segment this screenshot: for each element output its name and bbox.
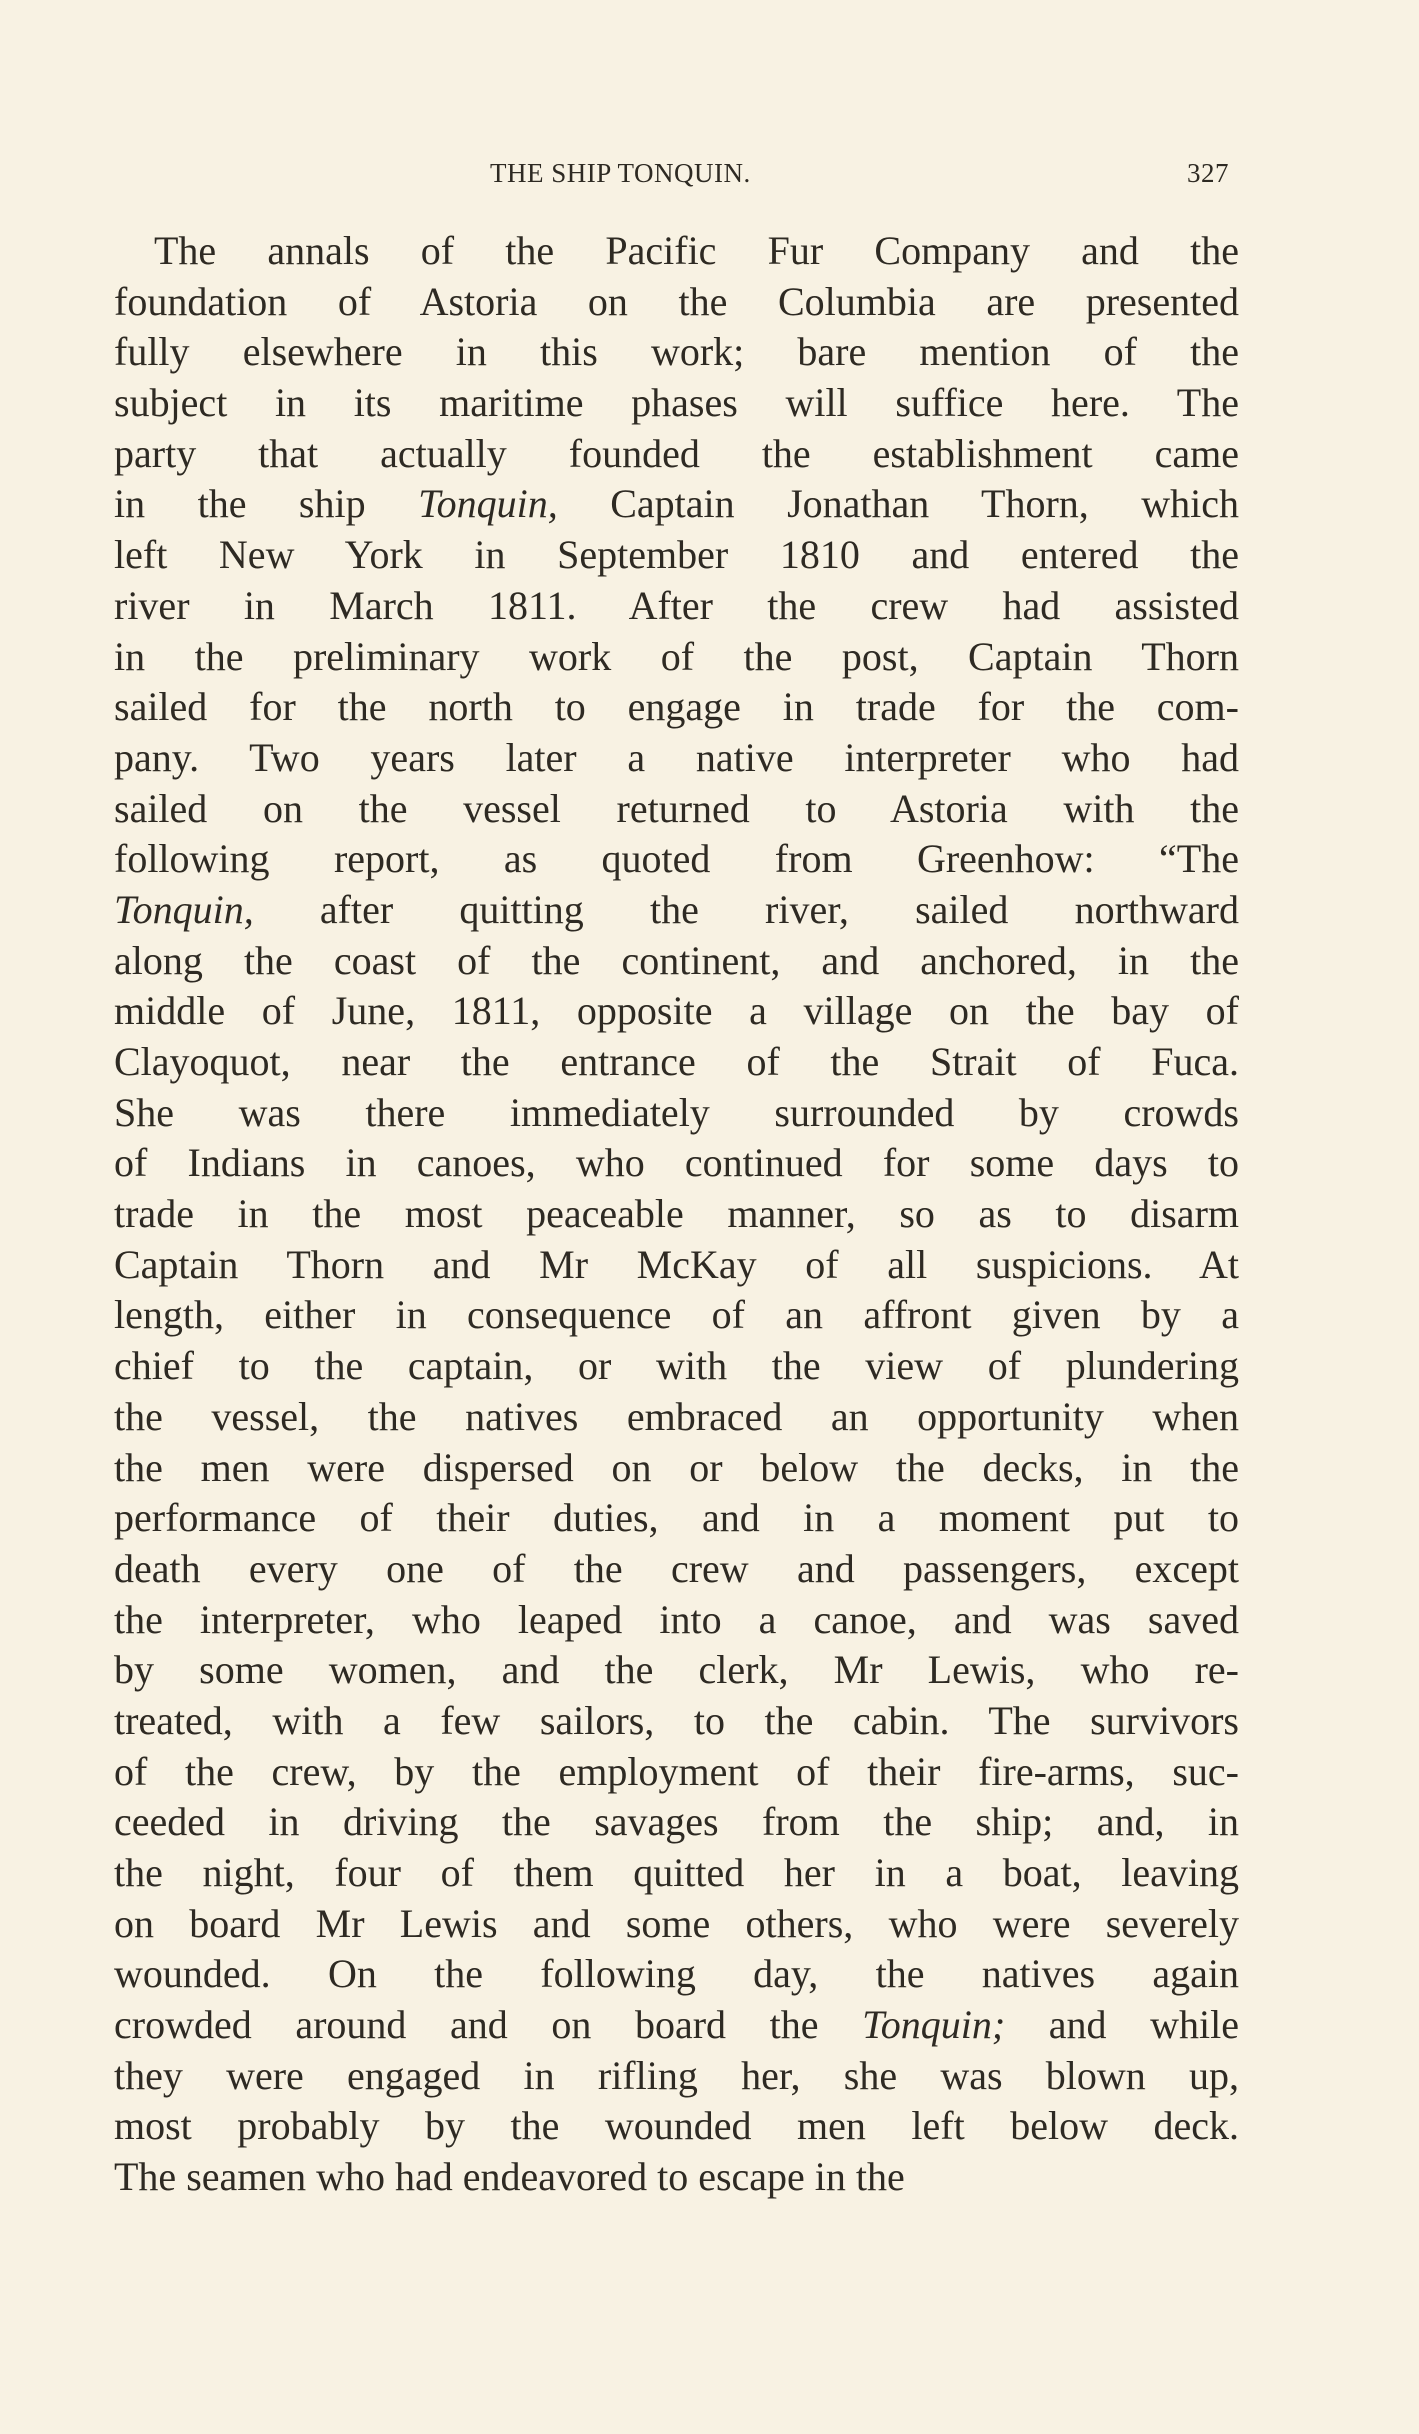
text-line [114,1696,1239,1747]
text-segment: sailed for the north to engage in trade for the com- [114,684,1239,730]
text-segment: Captain Jonathan Thorn, which [557,481,1239,527]
text-line [114,277,1239,328]
text-segment: death every one of the crew and passengers, except [114,1545,1239,1591]
text-segment: treated, with a few sailors, to the cabin. The survivors [114,1697,1239,1743]
text-segment: after quitting the river, sailed northward [253,886,1239,932]
text-segment: chief to the captain, or with the view of plundering [114,1343,1239,1389]
text-line [114,2051,1239,2102]
running-title: THE SHIP TONQUIN. [490,158,751,188]
text-line [114,682,1239,733]
text-line [114,1037,1239,1088]
text-line [114,429,1239,480]
text-line [114,2000,1239,2051]
text-line [114,632,1239,683]
text-line [114,378,1239,429]
text-segment: sailed on the vessel returned to Astoria with the [114,785,1239,831]
text-line [114,1747,1239,1798]
text-line [114,479,1239,530]
text-segment: crowded around and on board the [114,2002,863,2048]
text-segment: most probably by the wounded men left below deck. [114,2103,1239,2149]
text-segment: The seamen who had endeavored to escape in the [114,2154,905,2200]
body-text [114,226,1239,2203]
text-segment: trade in the most peaceable manner, so as to disarm [114,1191,1239,1237]
text-line [114,1290,1239,1341]
text-line [114,1189,1239,1240]
text-segment: The annals of the Pacific Fur Company and the [154,228,1239,273]
text-line [114,530,1239,581]
text-line [114,1645,1239,1696]
text-line [114,1595,1239,1646]
text-line [114,1544,1239,1595]
text-segment: fully elsewhere in this work; bare mention of the [114,329,1239,375]
text-segment: pany. Two years later a native interpreter who had [114,734,1239,780]
italic-text: Tonquin, [114,886,254,932]
text-line [114,581,1239,632]
text-line [114,1848,1239,1899]
text-line [114,1138,1239,1189]
text-line [114,834,1239,885]
text-segment: on board Mr Lewis and some others, who were severely [114,1900,1239,1946]
text-segment: left New York in September 1810 and entered the [114,532,1239,578]
text-segment: the night, four of them quitted her in a boat, leaving [114,1850,1239,1895]
text-line [114,1341,1239,1392]
text-segment: the men were dispersed on or below the decks, in the [114,1444,1239,1490]
text-line [114,784,1239,835]
text-segment: of Indians in canoes, who continued for some days to [114,1140,1239,1186]
text-segment: foundation of Astoria on the Columbia are presented [114,278,1239,324]
italic-text: Tonquin; [862,2002,1006,2048]
text-line [114,1443,1239,1494]
text-segment: in the ship [114,481,419,527]
text-line [114,1949,1239,2000]
text-line [114,1392,1239,1443]
text-segment: length, either in consequence of an affront given by a [114,1292,1239,1338]
text-segment: and while [1005,2002,1239,2048]
text-segment: She was there immediately surrounded by crowds [114,1089,1239,1135]
text-line [114,986,1239,1037]
text-segment: wounded. On the following day, the natives again [114,1951,1239,1997]
text-segment: subject in its maritime phases will suffice here. The [114,380,1239,426]
italic-text: Tonquin, [418,481,558,527]
text-line [114,936,1239,987]
text-segment: Clayoquot, near the entrance of the Strait of Fuca. [114,1039,1239,1084]
text-line [114,733,1239,784]
text-segment: performance of their duties, and in a moment put to [114,1495,1239,1541]
text-line [114,327,1239,378]
text-line [114,1493,1239,1544]
text-line [114,1797,1239,1848]
text-segment: river in March 1811. After the crew had assisted [114,582,1239,628]
text-line [114,226,1239,277]
text-line [114,885,1239,936]
text-segment: ceeded in driving the savages from the ship; and, in [114,1799,1239,1845]
page-number: 327 [1187,158,1229,188]
text-segment: of the crew, by the employment of their fire-arms, suc- [114,1748,1239,1794]
text-segment: Captain Thorn and Mr McKay of all suspicions. At [114,1241,1239,1287]
text-segment: along the coast of the continent, and anchored, in the [114,937,1239,983]
text-segment: party that actually founded the establishment came [114,430,1239,476]
running-head [0,158,1419,198]
text-segment: middle of June, 1811, opposite a village on the bay of [114,988,1239,1034]
text-line [114,1240,1239,1291]
text-segment: by some women, and the clerk, Mr Lewis, who re- [114,1647,1239,1693]
text-line [114,1899,1239,1950]
text-line [114,1088,1239,1139]
text-segment: the interpreter, who leaped into a canoe, and was saved [114,1596,1239,1642]
text-segment: the vessel, the natives embraced an opportunity when [114,1393,1239,1439]
text-segment: following report, as quoted from Greenhow: “The [114,836,1239,882]
text-segment: they were engaged in rifling her, she was blown up, [114,2052,1239,2098]
text-line [114,2101,1239,2152]
text-line [114,2152,1239,2203]
text-segment: in the preliminary work of the post, Captain Thorn [114,633,1239,679]
